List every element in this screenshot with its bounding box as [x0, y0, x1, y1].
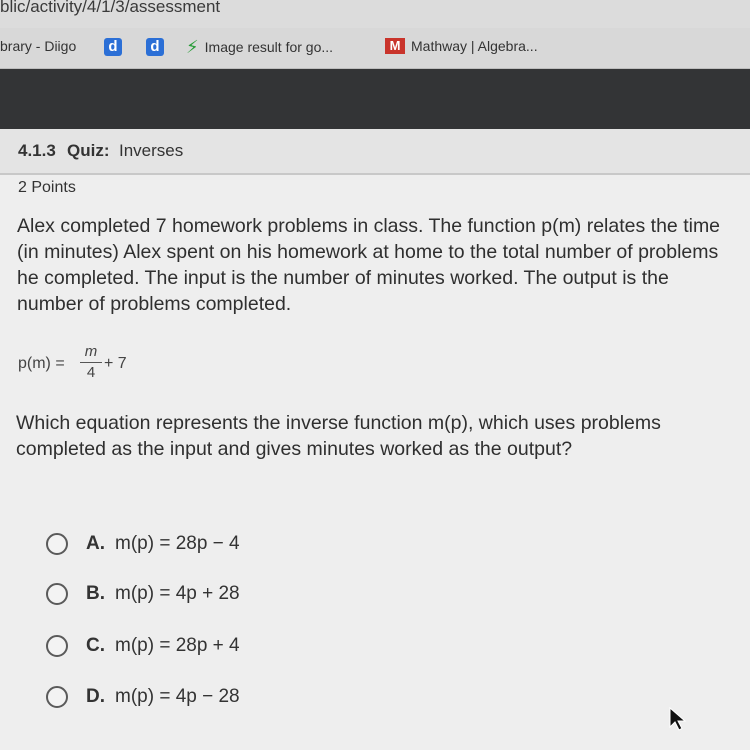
radio-button[interactable] — [46, 635, 68, 657]
mathway-icon: M — [385, 38, 405, 54]
option-letter: B. — [86, 583, 105, 604]
diigo-icon: d — [146, 38, 164, 56]
formula-lhs: p(m) = — [18, 355, 65, 372]
option-text: m(p) = 4p + 28 — [115, 583, 240, 604]
option-text: m(p) = 4p − 28 — [115, 686, 240, 707]
formula-denominator: 4 — [86, 364, 96, 381]
function-formula — [18, 343, 218, 387]
answer-option-b[interactable] — [46, 580, 240, 608]
url-text[interactable]: blic/activity/4/1/3/assessment — [0, 0, 221, 16]
answer-option-c[interactable] — [46, 632, 240, 660]
option-text: m(p) = 28p + 4 — [115, 635, 240, 656]
bookmark-diigo-2[interactable] — [146, 38, 164, 56]
bookmark-label: brary - Diigo — [0, 38, 77, 54]
question-text: Which equation represents the inverse function m(p), which uses problems completed as the input and gives minutes worked as the output? — [16, 412, 661, 460]
site-header-band — [0, 69, 750, 129]
fraction-bar — [80, 362, 102, 363]
diigo-icon: d — [104, 38, 122, 56]
answer-option-a[interactable] — [46, 530, 240, 558]
address-bar[interactable] — [0, 0, 750, 28]
option-letter: A. — [86, 533, 105, 554]
bookmark-mathway[interactable] — [385, 38, 538, 54]
radio-button[interactable] — [46, 686, 68, 708]
quiz-type-label: Quiz: — [67, 141, 110, 160]
bookmark-diigo-1[interactable] — [104, 38, 122, 56]
option-text: m(p) = 28p − 4 — [115, 533, 240, 554]
formula-rhs: + 7 — [104, 355, 127, 372]
lightning-icon: ⚡ — [186, 37, 199, 57]
option-letter: C. — [86, 635, 105, 656]
answer-option-d[interactable] — [46, 683, 240, 711]
bookmark-label: Mathway | Algebra... — [411, 38, 538, 54]
option-letter: D. — [86, 686, 105, 707]
radio-button[interactable] — [46, 583, 68, 605]
formula-numerator: m — [84, 343, 98, 360]
quiz-header — [0, 129, 750, 175]
bookmarks-bar — [0, 28, 750, 69]
formula-fraction — [80, 343, 102, 382]
mouse-cursor-icon — [668, 706, 688, 732]
bookmark-diigo-library[interactable] — [0, 38, 76, 54]
bookmark-label: Image result for go... — [204, 39, 334, 55]
quiz-number: 4.1.3 — [18, 141, 56, 160]
points-label: 2 Points — [18, 179, 76, 196]
quiz-title: Inverses — [119, 141, 184, 160]
question-prompt: Alex completed 7 homework problems in class. The function p(m) relates the time (in minutes) Alex spent on his homework at home to the total number of problems he completed. The input is the number of minutes worked. The output is the number of problems completed. — [17, 215, 721, 315]
bookmark-image-result[interactable] — [186, 38, 333, 56]
radio-button[interactable] — [46, 533, 68, 555]
